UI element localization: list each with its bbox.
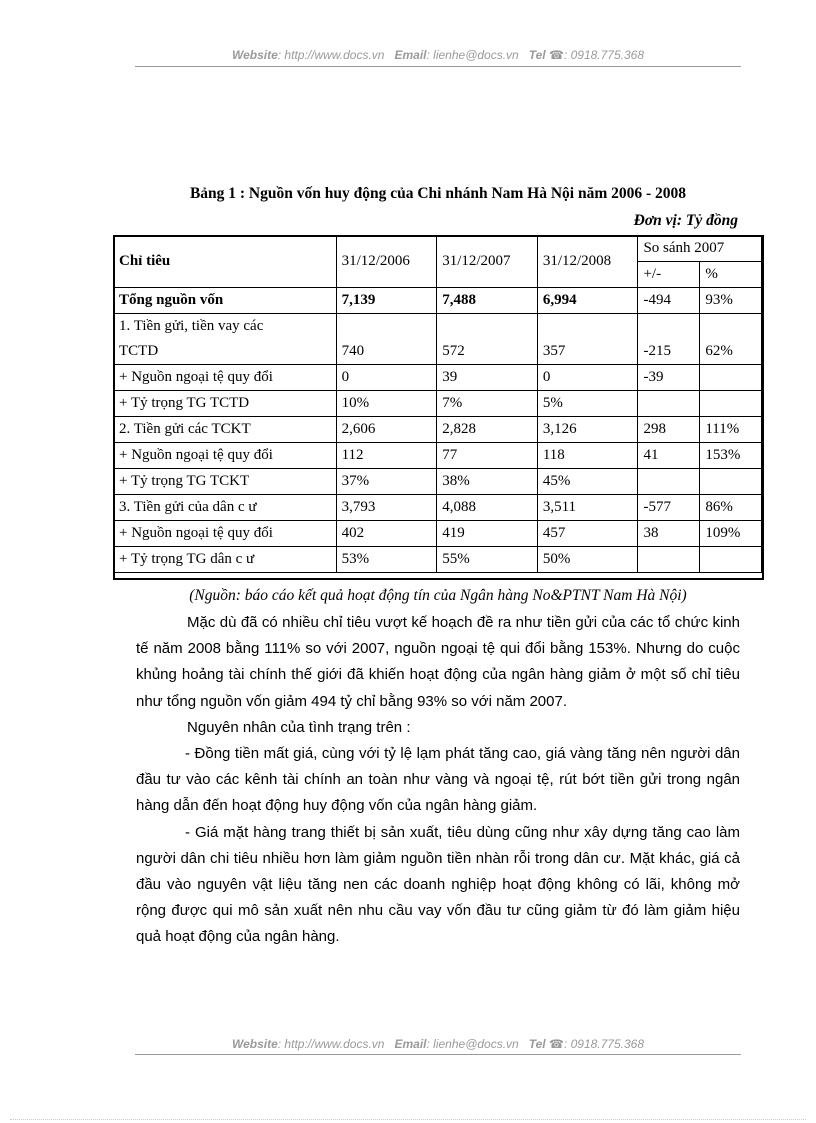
cell-value: 39 xyxy=(437,365,538,391)
cell-value: 10% xyxy=(336,391,437,417)
cell-diff: -215 xyxy=(638,339,700,365)
table-row xyxy=(114,521,762,547)
table-row xyxy=(114,391,762,417)
header-website-label: Website xyxy=(231,48,278,62)
cell-diff xyxy=(638,547,700,573)
cell-diff: 38 xyxy=(638,521,700,547)
cell-diff xyxy=(638,469,700,495)
bullet-paragraph: - Giá mặt hàng trang thiết bị sản xuất, tiêu dùng cũng như xây dựng tăng cao làm người dân chi tiêu nhiều hơn làm giảm nguồn tiền nhàn rỗi trong dân cư. Mặt khác, giá cả đầu vào nguyên vật liệu tăng nen các doanh nghiệp hoạt động không có lãi, không mở rộng được qui mô sản xuất nên nhu cầu vay vốn đầu tư cũng giảm từ đó làm giảm hiệu quả hoạt động của ngân hàng. xyxy=(136,823,740,946)
cell-value: 4,088 xyxy=(437,495,538,521)
header-diff: +/- xyxy=(638,262,700,288)
footer-tel-label: Tel xyxy=(528,1037,546,1051)
cell-value: 6,994 xyxy=(537,288,638,314)
cell-pct: 109% xyxy=(700,521,762,547)
table-row xyxy=(114,339,762,365)
page-header xyxy=(135,48,741,62)
cell-value: 3,793 xyxy=(336,495,437,521)
cell-diff: 41 xyxy=(638,443,700,469)
header-tel-label: Tel xyxy=(528,48,546,62)
header-website-value: : http://www.docs.vn xyxy=(277,48,385,62)
cell-value: 38% xyxy=(437,469,538,495)
phone-icon: ☎ xyxy=(548,48,564,62)
body-text xyxy=(136,610,740,951)
cell-label: 3. Tiền gửi của dân c ư xyxy=(114,495,337,521)
cell-value: 7,488 xyxy=(437,288,538,314)
cell-value: 112 xyxy=(336,443,437,469)
cell-label: 1. Tiền gửi, tiền vay các xyxy=(114,314,337,340)
header-pct: % xyxy=(700,262,762,288)
cell-diff: -577 xyxy=(638,495,700,521)
cell-value: 118 xyxy=(537,443,638,469)
cell-pct: 93% xyxy=(700,288,762,314)
header-email-value: : lienhe@docs.vn xyxy=(426,48,519,62)
cell-label: + Tỷ trọng TG dân c ư xyxy=(114,547,337,573)
footer-tel-value: : 0918.775.368 xyxy=(563,1037,645,1051)
table-row xyxy=(114,443,762,469)
cell-label: + Tỷ trọng TG TCKT xyxy=(114,469,337,495)
cell-label: TCTD xyxy=(114,339,337,365)
cell-pct xyxy=(700,547,762,573)
cell-value: 7,139 xyxy=(336,288,437,314)
cell-diff xyxy=(638,391,700,417)
cell-value: 2,828 xyxy=(437,417,538,443)
cell-diff: 298 xyxy=(638,417,700,443)
cell-pct: 111% xyxy=(700,417,762,443)
cell-value: 3,511 xyxy=(537,495,638,521)
header-2008: 31/12/2008 xyxy=(537,236,638,288)
cell-pct xyxy=(700,365,762,391)
header-tel-value: : 0918.775.368 xyxy=(563,48,645,62)
cell-value: 457 xyxy=(537,521,638,547)
table-header-row xyxy=(114,236,762,262)
header-rule xyxy=(135,66,741,67)
cell-label: Tổng nguồn vốn xyxy=(114,288,337,314)
phone-icon: ☎ xyxy=(548,1037,564,1051)
table-row xyxy=(114,495,762,521)
cell-pct xyxy=(700,391,762,417)
header-email-label: Email xyxy=(394,48,427,62)
cell-value: 5% xyxy=(537,391,638,417)
cell-pct: 62% xyxy=(700,339,762,365)
cell-value: 7% xyxy=(437,391,538,417)
table-title: Bảng 1 : Nguồn vốn huy động của Chi nhánh Nam Hà Nội năm 2006 - 2008 xyxy=(189,185,687,202)
cell-value: 37% xyxy=(336,469,437,495)
table-row xyxy=(114,288,762,314)
header-2007: 31/12/2007 xyxy=(437,236,538,288)
footer-email-value: : lienhe@docs.vn xyxy=(426,1037,519,1051)
cell-value: 55% xyxy=(437,547,538,573)
funding-table xyxy=(113,235,762,573)
cell-label: + Nguồn ngoại tệ quy đổi xyxy=(114,365,337,391)
cell-value: 50% xyxy=(537,547,638,573)
cell-label: + Nguồn ngoại tệ quy đổi xyxy=(114,443,337,469)
cell-pct: 153% xyxy=(700,443,762,469)
footer-website-value: : http://www.docs.vn xyxy=(277,1037,385,1051)
cell-label: + Tỷ trọng TG TCTD xyxy=(114,391,337,417)
header-2006: 31/12/2006 xyxy=(336,236,437,288)
cell-value: 740 xyxy=(336,339,437,365)
cell-label: + Nguồn ngoại tệ quy đổi xyxy=(114,521,337,547)
cell-value: 402 xyxy=(336,521,437,547)
table-row xyxy=(114,417,762,443)
cell-diff: -494 xyxy=(638,288,700,314)
cell-label: 2. Tiền gửi các TCKT xyxy=(114,417,337,443)
footer-rule xyxy=(135,1054,741,1055)
cell-value: 0 xyxy=(537,365,638,391)
cell-pct xyxy=(700,469,762,495)
cell-value: 3,126 xyxy=(537,417,638,443)
cell-value: 419 xyxy=(437,521,538,547)
cell-value: 2,606 xyxy=(336,417,437,443)
paragraph: Nguyên nhân của tình trạng trên : xyxy=(187,718,411,736)
table-row xyxy=(114,547,762,573)
table-source: (Nguồn: báo cáo kết quả hoạt động tín của Ngân hàng No&PTNT Nam Hà Nội) xyxy=(189,587,687,604)
cell-value: 0 xyxy=(336,365,437,391)
bullet-paragraph: - Đồng tiền mất giá, cùng với tỷ lệ lạm phát tăng cao, giá vàng tăng nên người dân đầu tư vào các kênh tài chính an toàn như vàng và ngoại tệ, rút bớt tiền gửi trong ngân hàng dẫn đến hoạt động huy động vốn của ngân hàng giảm. xyxy=(136,745,740,815)
unit-label: Đơn vị: Tỷ đồng xyxy=(633,212,738,229)
cell-value: 53% xyxy=(336,547,437,573)
table-row xyxy=(114,365,762,391)
cell-diff: -39 xyxy=(638,365,700,391)
header-indicator: Chỉ tiêu xyxy=(114,236,337,288)
table-row xyxy=(114,314,762,340)
page-footer xyxy=(135,1037,741,1051)
table-row xyxy=(114,469,762,495)
cell-value: 77 xyxy=(437,443,538,469)
cell-value: 45% xyxy=(537,469,638,495)
paragraph: Mặc dù đã có nhiều chỉ tiêu vượt kế hoạch đề ra như tiền gửi của các tổ chức kinh tế năm 2008 bằng 111% so với 2007, nguồn ngoại tệ qui đổi bằng 153%. Nhưng do cuộc khủng hoảng tài chính thế giới đã khiến hoạt động của ngân hàng giảm ở một số chỉ tiêu như tổng nguồn vốn giảm 494 tỷ chỉ bằng 93% so với năm 2007. xyxy=(136,614,740,710)
header-compare: So sánh 2007 xyxy=(638,236,762,262)
footer-email-label: Email xyxy=(394,1037,427,1051)
cell-value: 357 xyxy=(537,339,638,365)
cell-value: 572 xyxy=(437,339,538,365)
page-break-line xyxy=(10,1119,806,1120)
footer-website-label: Website xyxy=(231,1037,278,1051)
cell-pct: 86% xyxy=(700,495,762,521)
